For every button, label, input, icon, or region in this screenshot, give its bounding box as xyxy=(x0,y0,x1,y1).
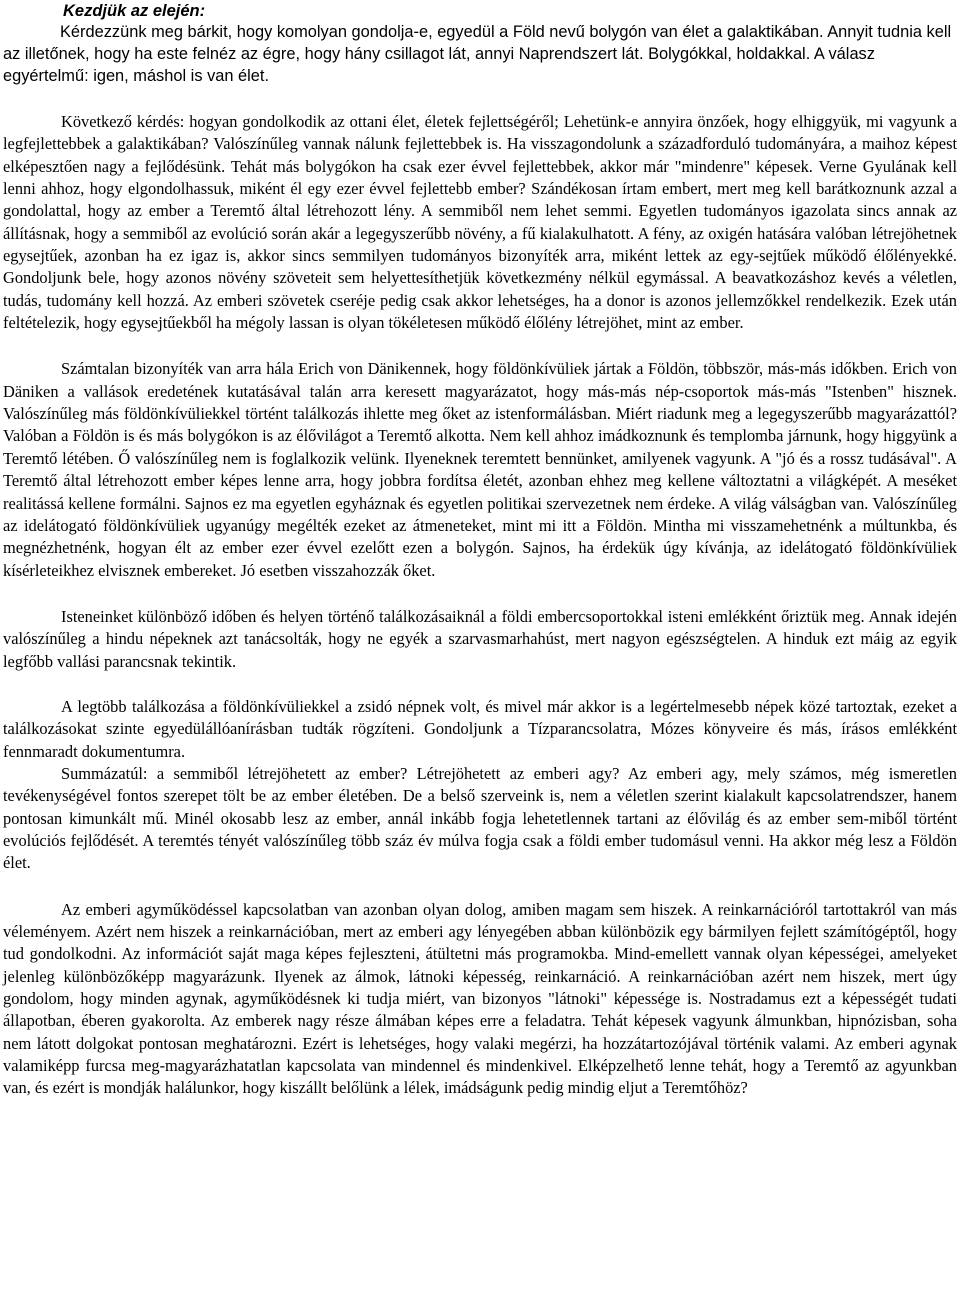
paragraph-intro: Kérdezzünk meg bárkit, hogy komolyan gondolja-e, egyedül a Föld nevű bolygón van élet a galaktikában. Annyit tudnia kell az illetőnek, hogy ha este felnéz az égre, hogy hány csillagot lát, annyi Naprendszert lát. Bolygókkal, holdakkal. A válasz egyértelmű: igen, máshol is van élet. xyxy=(3,23,952,85)
paragraph-daniken: Számtalan bizonyíték van arra hála Erich von Dänikennek, hogy földönkívüliek jártak a Földön, többször, más-más időkben. Erich von Däniken a vallások eredetének kutatásával talán arra keresett magyarázatot, hogy más-más nép-csoportok más-más "Istenben" hisznek. Valószínűleg más földönkívüliekkel történt találkozás ihlette meg őket az istenformálásban. Miért riadunk meg a legegyszerűbb magyarázattól? Valóban a Földön is és más bolygókon is az élővilágot a Teremtő alkotta. Nem kell ahhoz imádkoznunk és templomba járnunk, hogy higgyünk a Teremtő létében. Ő valószínűleg nem is foglalkozik velünk. Ilyeneknek teremtett bennünket, amilyenek vagyunk. A "jó és a rossz tudásával". A Teremtő által létrehozott ember képes lenne arra, hogy jobbra fordítsa életét, azonban ehhez meg kellene változtatni a világképét. A meséket realitássá kellene formálni. Sajnos ez ma egyetlen egyháznak és egyetlen politikai szervezetnek nem érdeke. A világ válságban van. Valószínűleg az idelátogató földönkívüliek ugyanúgy megélték ezeket az átmeneteket, mint mi itt a Földön. Mintha mi visszamehetnénk a múltunkba, és megnézhetnénk, hogyan élt az ember ezer évvel ezelőtt ezen a bolygón. Sajnos, ha érdekük úgy kívánja, az idelátogató földönkívüliek kísérleteikhez elvisznek embereket. Jó esetben visszahozzák őket. xyxy=(3,359,957,580)
paragraph-jewish-people: A legtöbb találkozása a földönkívüliekkel a zsidó népnek volt, és mivel már akkor is a legértelmesebb népek közé tartoztak, ezeket a találkozásokat szinte egyedülállóanírásban tudták rögzíteni. Gondoljunk a Tízparancsolatra, Mózes könyveire és más, írásos emlékként fennmaradt dokumentumra. xyxy=(3,696,957,761)
paragraph-gods: Isteneinket különböző időben és helyen történő találkozásaiknál a földi embercsoportokkal isteni emlékként őriztük meg. Annak idején valószínűleg a hindu népeknek azt tanácsolták, hogy ne egyék a szarvasmarhahúst, mert nagyon egészségtelen. A hinduk ezt máig az egyik legfőbb vallási parancsnak tekintik. xyxy=(3,606,957,671)
paragraph-reincarnation: Az emberi agyműködéssel kapcsolatban van azonban olyan dolog, amiben magam sem hiszek. A reinkarnációról tartottakról van más véleményem. Azért nem hiszek a reinkarnációban, mert az emberi agy lényegében abban különbözik egy bármilyen fejlett számítógéptől, hogy tud gondolkodni. Az információt saját maga képes fejleszteni, átültetni más programokba. Mind-emellett vannak olyan képességei, amelyeket jelenleg különbözőképp magyarázunk. Ilyenek az álmok, látnoki képesség, reinkarnáció. A reinkarnációban azért nem hiszek, mert úgy gondolom, hogy minden agynak, agyműködésnek ki tudja miért, van bizonyos "látnoki" képessége is. Nostradamus ezt a képességét tudati állapotban, éberen gyakorolta. Az emberek nagy része álmában képes erre a feladatra. Tehát képesek vagyunk álmunkban, hipnózisban, soha nem látott dolgokat pontosan meghatározni. Ezért is lehetséges, hogy valaki megérzi, ha hozzátartozójával történik valami. Az emberi agynak valamiképp furcsa meg-magyarázhatatlan kapcsolata van mindennel és mindenkivel. Elképzelhető lenne tehát, hogy a Teremtő az agyunkban van, és ezért is mondják halálunkor, hogy kiszállt belőlünk a lélek, imádságunk pedig mindig eljut a Teremtőhöz? xyxy=(3,899,957,1098)
section-heading: Kezdjük az elején: xyxy=(63,2,206,20)
paragraph-summary: Summázatúl: a semmiből létrejöhetett az ember? Létrejöhetett az emberi agy? Az emberi agy, mely számos, még ismeretlen tevékenységével fontos szerepet tölt be az ember életében. De a belső szerveink is, nem a véletlen szerint kialakult kapcsolatrendszer, hanem pontosan kimunkált mű. Minél okosabb lesz az ember, annál inkább fogja lehetetlennek tartani az élővilág és az ember sem-miből történt evolúciós fejlődését. A teremtés tényét valószínűleg több száz év múlva fogja csak a földi ember tudomásul venni. Ha akkor még lesz a Földön élet. xyxy=(3,763,957,873)
paragraph-evolution: Következő kérdés: hogyan gondolkodik az ottani élet, életek fejlettségéről; Lehetünk-e annyira önzőek, hogy elhiggyük, mi vagyunk a legfejlettebbek a galaktikában? Valószínűleg vannak nálunk fejlettebbek is. Ha visszagondolunk a századforduló tudományára, a maihoz képest elképesztően nagy a fejlődésünk. Tehát más bolygókon ha csak ezer évvel fejlettebbek, akkor már "mindenre" képesek. Verne Gyulának kell lenni ahhoz, hogy elgondolhassuk, miként él egy ezer évvel fejlettebb ember? Szándékosan írtam embert, mert meg kell barátkoznunk azzal a gondolattal, hogy az ember a Teremtő által létrehozott lény. A semmiből nem lehet semmi. Egyetlen tudományos igazolata sincs annak az állításnak, hogy a semmiből az evolúció során akár a legegyszerűbb növény, a fű kialakulhatott. A fény, az oxigén hatására valóban létrejöhetnek egysejtűek, azonban ha ez igaz is, akkor sincs semmilyen tudományos bizonyíték arra, miként lettek az egy-sejtűek működő élőlényekké. Gondoljunk bele, hogy azonos növény szöveteit sem helyettesíthetjük következmény nélkül egymással. A beavatkozáshoz kevés a véletlen, tudás, tudomány kell hozzá. Az emberi szövetek cseréje pedig csak akkor lehetséges, ha a donor is azonos jellemzőkkel rendelkezik. Ezek után feltételezik, hogy egysejtűekből ha mégoly lassan is olyan tökéletesen működő élőlény létrejöhet, mint az ember. xyxy=(3,112,957,333)
document-page xyxy=(3,0,957,1100)
